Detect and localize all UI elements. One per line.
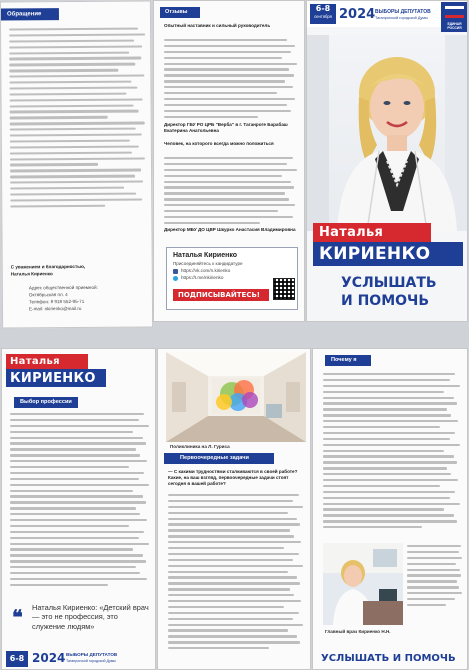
party-bear-icon bbox=[445, 6, 464, 18]
doctor-photo-caption: Главный врач Кириенко Н.Н. bbox=[325, 629, 391, 634]
profession-quote: Наталья Кириенко: «Детский врач — это не профессия, это служение людям» bbox=[32, 603, 149, 631]
election-subtitle: Таганрогской городской Думы bbox=[375, 16, 428, 20]
email-value: E-mail: nkirienko@mail.ru bbox=[28, 305, 82, 312]
social-box bbox=[166, 247, 298, 310]
social-link-vk[interactable]: https://vk.com/n.kirienko bbox=[181, 268, 231, 273]
election-title: ВЫБОРЫ ДЕПУТАТОВ bbox=[375, 9, 431, 15]
tasks-lead-question: — С какими трудностями сталкиваются в своей работе? Какие, на ваш взгляд, первоочередные задачи стоят сегодня в вашей работе? bbox=[168, 469, 298, 487]
review-intro: Опытный наставник и сильный руководитель bbox=[164, 23, 271, 28]
review-signer-1: Директор ГБУ РО ЦРБ "Верба" в г. Таганроге Барабаш Екатерина Анатольевна bbox=[164, 122, 288, 134]
inner-last-name: КИРИЕНКО bbox=[6, 369, 106, 387]
review-signer-2: Директор МБУ ДО ЦВР Шкурко Анастасия Владимировна bbox=[164, 227, 296, 232]
why-me-side-lines bbox=[407, 545, 463, 610]
qr-code-icon bbox=[273, 278, 295, 300]
section-label-tasks: Первоочередные задачи bbox=[164, 453, 274, 464]
telegram-icon bbox=[173, 276, 178, 281]
panel-appeal bbox=[0, 0, 153, 328]
review-text-lines-1 bbox=[164, 39, 298, 121]
quote-mark-icon: ❝ bbox=[12, 605, 23, 629]
cover-slogan-1: УСЛЫШАТЬ bbox=[341, 275, 437, 291]
phone-value: Телефон: 8 918 552-95-71 bbox=[28, 298, 85, 305]
clinic-photo-caption: Поликлиника на Л. Гуриса bbox=[170, 444, 230, 449]
review-quote-2: Человек, на которого всегда можно положиться bbox=[164, 141, 274, 146]
inner-election-title: ВЫБОРЫ ДЕПУТАТОВ bbox=[66, 652, 118, 657]
doctor-illustration bbox=[323, 543, 403, 625]
subscribe-button[interactable]: ПОДПИСЫВАЙТЕСЬ! bbox=[173, 289, 269, 301]
cover-last-name: КИРИЕНКО bbox=[313, 242, 463, 266]
why-me-text-lines bbox=[323, 373, 461, 532]
hallway-illustration bbox=[166, 352, 306, 442]
social-title: Наталья Кириенко bbox=[173, 252, 238, 259]
section-label-reviews: Отзывы bbox=[160, 7, 200, 18]
appeal-text-lines bbox=[9, 28, 146, 212]
party-name: ЕДИНАЯ РОССИЯ bbox=[447, 22, 462, 30]
profession-text-lines bbox=[10, 413, 150, 590]
election-badge bbox=[310, 4, 336, 24]
inner-election-badge: 6-8 bbox=[6, 651, 28, 667]
section-label-profession: Выбор профессии bbox=[14, 397, 78, 408]
panel-why-me bbox=[312, 348, 468, 670]
review-text-lines-2 bbox=[164, 157, 298, 228]
section-label-why-me: Почему я bbox=[325, 355, 371, 366]
cover-slogan-2: И ПОМОЧЬ bbox=[341, 293, 430, 309]
cover-first-name: Наталья bbox=[313, 223, 431, 242]
portrait-illustration bbox=[307, 35, 468, 231]
inner-election-subtitle: Таганрогской городской Думы bbox=[66, 659, 116, 663]
clinic-hallway-photo bbox=[166, 352, 306, 442]
doctor-office-photo bbox=[323, 543, 403, 625]
badge-number: 6-8 bbox=[315, 4, 331, 13]
address-value: Октябрьская пл. 4 bbox=[28, 292, 68, 298]
appeal-signature: Наталья Кириенко bbox=[10, 271, 53, 277]
vk-icon bbox=[173, 269, 178, 274]
panel-reviews bbox=[153, 0, 305, 322]
social-subtitle: Присоединяйтесь к кандидатуре bbox=[173, 261, 243, 266]
party-logo bbox=[441, 2, 468, 32]
address-title: Адрес общественной приемной: bbox=[28, 284, 98, 291]
tasks-text-lines bbox=[168, 494, 304, 653]
inner-first-name: Наталья bbox=[6, 354, 88, 369]
social-link-telegram[interactable]: https://t.me/nkirienko bbox=[181, 275, 224, 280]
back-slogan: УСЛЫШАТЬ И ПОМОЧЬ bbox=[321, 653, 456, 664]
appeal-closing: С уважением и благодарностью, bbox=[10, 263, 86, 270]
panel-cover bbox=[306, 0, 468, 322]
election-year: 2024 bbox=[339, 7, 376, 22]
badge-month: сентября bbox=[314, 14, 332, 19]
panel-tasks bbox=[157, 348, 311, 670]
inner-election-year: 2024 bbox=[32, 651, 66, 665]
section-label-appeal: Обращение bbox=[1, 8, 59, 20]
candidate-portrait bbox=[307, 35, 468, 231]
panel-profession bbox=[1, 348, 156, 670]
